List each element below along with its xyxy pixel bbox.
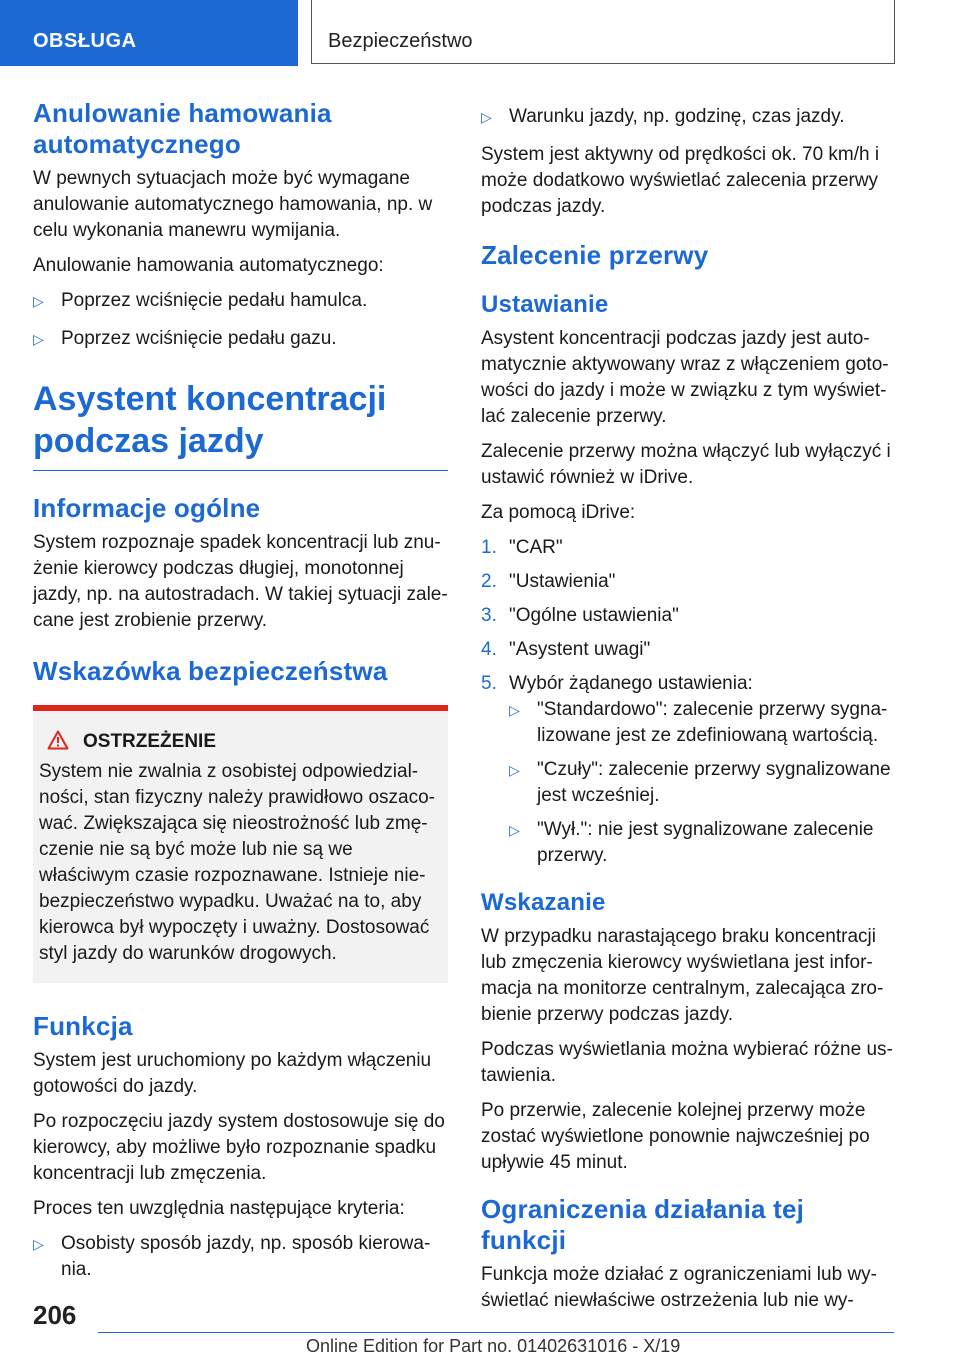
heading-limitations: Ograniczenia działania tej funkcji xyxy=(481,1194,805,1255)
triangle-bullet-icon: ▷ xyxy=(33,293,44,309)
warning-triangle-icon xyxy=(47,730,69,750)
paragraph: Po przerwie, zalecenie kolejnej przerwy może zostać wyświetlone ponownie najwcześniej po upływie 45 minut. xyxy=(481,1100,870,1173)
list-item: ▷ Poprzez wciśnięcie pedału hamulca. xyxy=(33,288,448,314)
paragraph: W pewnych sytuacjach może być wymagane anulowanie automatycznego hamowania, np. w celu wykonania manewru wymijania. xyxy=(33,168,433,241)
left-column xyxy=(33,98,448,1295)
step-item: 1. "CAR" xyxy=(481,537,563,558)
setting-options xyxy=(509,697,896,869)
triangle-bullet-icon: ▷ xyxy=(509,702,520,718)
heading-general-info: Informacje ogólne xyxy=(33,493,261,523)
cancel-list xyxy=(33,288,448,352)
warning-title: OSTRZEŻENIE xyxy=(39,729,440,755)
list-item: ▷ Poprzez wciśnięcie pedału gazu. xyxy=(33,326,448,352)
triangle-bullet-icon: ▷ xyxy=(33,331,44,347)
paragraph: Podczas wyświetlania można wybierać różne us-tawienia. xyxy=(481,1039,893,1086)
footer-divider xyxy=(98,1332,894,1333)
option-item: ▷ "Wył.": nie jest sygnalizowane zalecenie przerwy. xyxy=(509,819,874,866)
section-title: Bezpieczeństwo xyxy=(311,0,895,64)
step-item: 5. Wybór żądanego ustawienia: ▷ "Standardowo": zalecenie przerwy sygna-lizowane jest ze zdefiniowaną wartością. ▷ "Czuły": zalecenie przerwy sygnalizowane jest wcześniej. ▷ "Wył.": nie jest sygnalizowane zalecenie przerwy. xyxy=(481,671,896,869)
paragraph: Proces ten uwzględnia następujące kryteria: xyxy=(33,1198,405,1219)
list-item: ▷ Osobisty sposób jazdy, np. sposób kierowa-nia. xyxy=(33,1233,431,1280)
heading-display: Wskazanie xyxy=(481,889,606,916)
warning-text: System nie zwalnia z osobistej odpowiedzial-ności, stan fizyczny należy prawidłowo oszaco-wać. Zwiększająca się nieostrożność lub zmę-czenie nie są być może lub nie są we właściwym czasie rozpoznawane. Istnieje nie-bezpieczeństwo wypadku. Uważać na to, aby kierowca był wypoczęty i uważny. Dostosować styl jazdy do warunków drogowych. xyxy=(39,761,436,964)
triangle-bullet-icon: ▷ xyxy=(509,762,520,778)
paragraph: System jest uruchomiony po każdym włączeniu gotowości do jazdy. xyxy=(33,1050,432,1097)
warning-box xyxy=(33,705,448,983)
heading-attention-assistant: Asystent koncentracji podczas jazdy xyxy=(33,380,387,460)
page-number: 206 xyxy=(33,1300,77,1330)
step-item: 3. "Ogólne ustawienia" xyxy=(481,605,679,626)
divider xyxy=(33,470,448,471)
chapter-tab: OBSŁUGA xyxy=(0,0,298,66)
triangle-bullet-icon: ▷ xyxy=(481,109,492,125)
idrive-steps xyxy=(481,535,896,869)
triangle-bullet-icon: ▷ xyxy=(33,1236,44,1252)
paragraph: Za pomocą iDrive: xyxy=(481,502,636,523)
edition-note: Online Edition for Part no. 01402631016 - X/19 xyxy=(306,1336,681,1356)
step-item: 2. "Ustawienia" xyxy=(481,571,616,592)
right-column xyxy=(481,104,896,1323)
option-item: ▷ "Standardowo": zalecenie przerwy sygna-lizowane jest ze zdefiniowaną wartością. xyxy=(509,699,888,746)
triangle-bullet-icon: ▷ xyxy=(509,822,520,838)
paragraph: System jest aktywny od prędkości ok. 70 km/h i może dodatkowo wyświetlać zalecenia przerwy podczas jazdy. xyxy=(481,144,880,217)
step-item: 4. "Asystent uwagi" xyxy=(481,639,651,660)
paragraph: Funkcja może działać z ograniczeniami lub wy-świetlać niewłaściwe ostrzeżenia lub nie wy- xyxy=(481,1264,877,1311)
heading-function: Funkcja xyxy=(33,1011,133,1041)
paragraph: Po rozpoczęciu jazdy system dostosowuje się do kierowcy, aby możliwe było rozpoznanie spadku koncentracji lub zmęczenia. xyxy=(33,1111,445,1184)
heading-cancel-braking: Anulowanie hamowania automatycznego xyxy=(33,98,332,159)
heading-break-recommendation: Zalecenie przerwy xyxy=(481,240,709,270)
paragraph: Anulowanie hamowania automatycznego: xyxy=(33,255,384,276)
heading-setting: Ustawianie xyxy=(481,291,609,318)
criteria-list xyxy=(33,1231,448,1283)
heading-safety-note: Wskazówka bezpieczeństwa xyxy=(33,656,388,686)
paragraph: Zalecenie przerwy można włączyć lub wyłączyć i ustawić również w iDrive. xyxy=(481,441,891,488)
page-header xyxy=(0,0,960,66)
paragraph: Asystent koncentracji podczas jazdy jest auto-matycznie aktywowany wraz z włączeniem goto-wości do jazdy i może w związku z tym wyświet-lać zalecenie przerwy. xyxy=(481,328,889,427)
paragraph: System rozpoznaje spadek koncentracji lub znu-żenie kierowcy podczas długiej, monotonnej jazdy, np. na autostradach. W takiej sytuacji zale-cane jest zrobienie przerwy. xyxy=(33,532,448,631)
paragraph: W przypadku narastającego braku koncentracji lub zmęczenia kierowcy wyświetlana jest infor-macja na monitorze centralnym, zalecająca zro-bienie przerwy podczas jazdy. xyxy=(481,926,884,1025)
option-item: ▷ "Czuły": zalecenie przerwy sygnalizowane jest wcześniej. xyxy=(509,759,891,806)
criteria-list-continued xyxy=(481,104,896,130)
list-item: ▷ Warunku jazdy, np. godzinę, czas jazdy. xyxy=(481,104,896,130)
